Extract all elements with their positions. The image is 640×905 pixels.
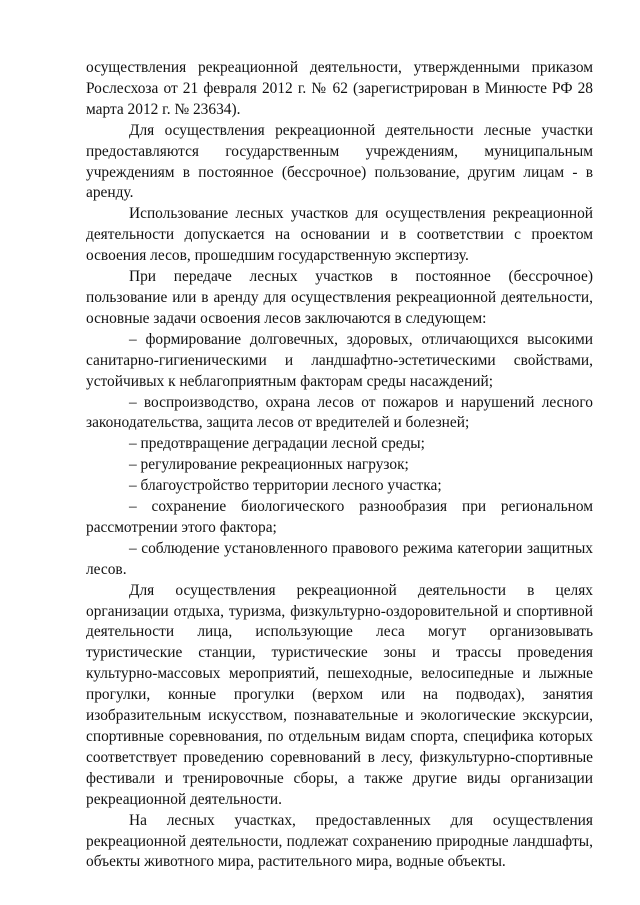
list-item: – соблюдение установленного правового режима категории защитных лесов. [86,539,593,578]
document-page [86,58,593,873]
list-item: – предотвращение деградации лесной среды; [129,435,425,453]
paragraph: Для осуществления рекреационной деятельности лесные участки предоставляются государственным учреждениям, муниципальным учреждениям в постоянное (бессрочное) пользование, другим лицам - в аренду. [86,121,593,202]
paragraph: Для осуществления рекреационной деятельности в целях организации отдыха, туризма, физкультурно-оздоровительной и спортивной деятельности лица, использующие леса могут организовывать туристические станции, туристические зоны и трассы проведения культурно-массовых мероприятий, пешеходные, велосипедные и лыжные прогулки, конные прогулки (верхом или на подводах), занятия изобразительным искусством, познавательные и экологические экскурсии, спортивные соревнования, по отдельным видам спорта, специфика которых соответствует проведению соревнований в лесу, физкультурно-спортивные фестивали и тренировочные сборы, а также другие виды организации рекреационной деятельности. [86,581,593,808]
list-item: – регулирование рекреационных нагрузок; [129,456,409,474]
paragraph: Использование лесных участков для осуществления рекреационной деятельности допускается на основании и в соответствии с проектом освоения лесов, прошедшим государственную экспертизу. [86,205,593,265]
paragraph: осуществления рекреационной деятельности, утвержденными приказом Рослесхоза от 21 февраля 2012 г. № 62 (зарегистрирован в Минюсте РФ 28 марта 2012 г. № 23634). [86,59,593,118]
list-item: – сохранение биологического разнообразия при региональном рассмотрении этого фактора; [86,498,593,536]
list-item: – благоустройство территории лесного участка; [129,477,442,495]
paragraph: При передаче лесных участков в постоянное (бессрочное) пользование или в аренду для осуществления рекреационной деятельности, основные задачи освоения лесов заключаются в следующем: [86,268,593,327]
paragraph: На лесных участках, предоставленных для осуществления рекреационной деятельности, подлежат сохранению природные ландшафты, объекты животного мира, растительного мира, водные объекты. [86,811,593,871]
list-item: – воспроизводство, охрана лесов от пожаров и нарушений лесного законодательства, защита лесов от вредителей и болезней; [86,393,593,432]
list-item: – формирование долговечных, здоровых, отличающихся высокими санитарно-гигиеническими и ландшафтно-эстетическими свойствами, устойчивых к неблагоприятным факторам среды насаждений; [86,330,593,390]
